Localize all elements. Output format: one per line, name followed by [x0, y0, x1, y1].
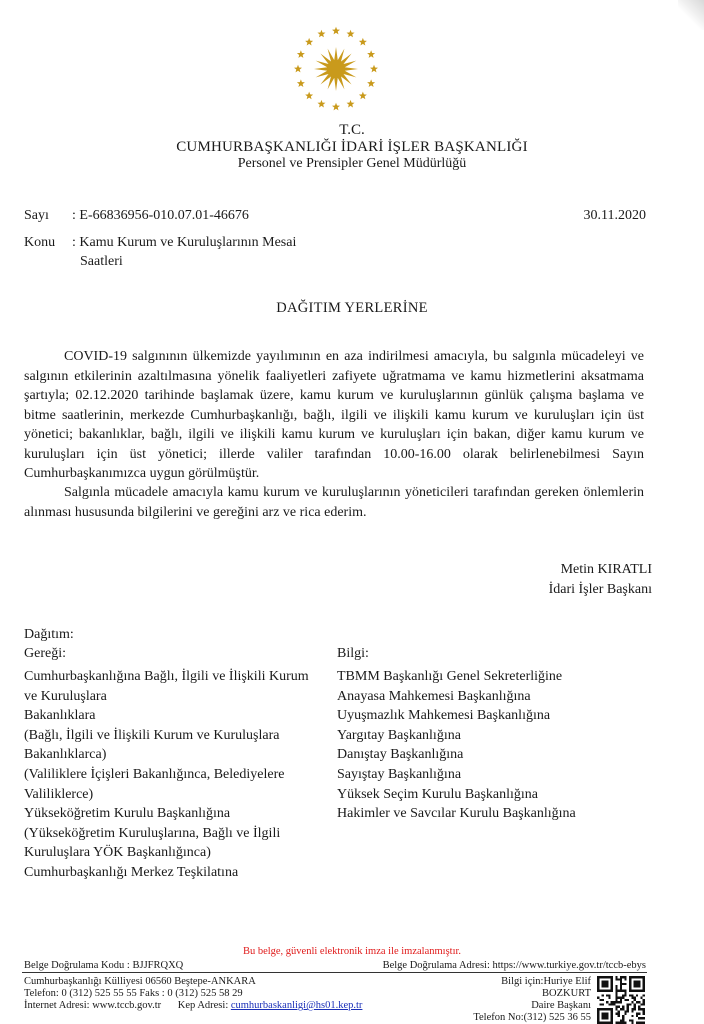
emblem-star — [297, 50, 305, 58]
contact-line-3: Daire Başkanı — [531, 1000, 591, 1011]
emblem-star — [305, 38, 313, 46]
kep-address-link[interactable]: cumhurbaskanligi@hs01.kep.tr — [230, 1000, 363, 1011]
header-department: Personel ve Prensipler Genel Müdürlüğü — [237, 156, 467, 171]
bilgi-label: Bilgi: — [337, 646, 369, 661]
list-item: Sayıştay Başkanlığına — [337, 766, 462, 782]
list-item: Yargıtay Başkanlığına — [337, 727, 461, 743]
list-item: Danıştay Başkanlığına — [337, 747, 464, 763]
emblem-star — [305, 92, 313, 100]
emblem-star — [332, 27, 340, 35]
emblem-star — [332, 103, 340, 111]
sayi-label: Sayı — [24, 208, 49, 223]
emblem-star — [367, 79, 375, 87]
list-item: Cumhurbaşkanlığına Bağlı, İlgili ve İlişkili Kurum — [24, 669, 309, 684]
list-item: (Valiliklere İçişleri Bakanlığınca, Belediyelere — [24, 766, 285, 782]
list-item: Hakimler ve Savcılar Kurulu Başkanlığına — [337, 806, 576, 822]
header-organization: CUMHURBAŞKANLIĞI İDARİ İŞLER BAŞKANLIĞI — [176, 139, 528, 155]
emblem-star — [347, 100, 355, 108]
emblem-star — [347, 30, 355, 38]
list-item: Cumhurbaşkanlığı Merkez Teşkilatına — [24, 864, 239, 880]
signatory-name: Metin KIRATLI — [560, 562, 652, 577]
list-item: TBMM Başkanlığı Genel Sekreterliğine — [337, 669, 563, 684]
page-curl — [678, 0, 704, 30]
footer-divider — [22, 972, 647, 973]
gereg-label: Gereği: — [24, 646, 66, 661]
list-item: ve Kuruluşlara — [24, 688, 107, 704]
addressee-title: DAĞITIM YERLERİNE — [276, 300, 428, 316]
sayi-value: : E-66836956-010.07.01-46676 — [72, 208, 249, 223]
emblem-star — [370, 65, 378, 73]
konu-label: Konu — [24, 235, 56, 250]
esignature-note: Bu belge, güvenli elektronik imza ile imzalanmıştır. — [242, 946, 462, 957]
footer-address: Cumhurbaşkanlığı Külliyesi 06560 Beştepe-ANKARA — [24, 976, 256, 987]
footer-web — [24, 1000, 362, 1012]
contact-line-1: Bilgi için:Huriye Elif — [501, 976, 591, 987]
signatory-title: İdari İşler Başkanı — [548, 582, 652, 597]
list-item: Kuruluşlara YÖK Başkanlığınca) — [24, 845, 211, 861]
emblem-star — [294, 65, 302, 73]
list-item: Yükseköğretim Kurulu Başkanlığına — [24, 806, 231, 822]
header-tc: T.C. — [339, 122, 365, 138]
emblem-star — [317, 30, 325, 38]
bilgi-list — [337, 667, 657, 824]
footer-web-text[interactable]: İnternet Adresi: www.tccb.gov.tr — [24, 1000, 162, 1011]
list-item: Bakanlıklara — [24, 708, 96, 724]
body-paragraph-1: COVID-19 salgınının ülkemizde yayılımının en aza indirilmesi amacıyla, bu salgınla mücadeleyi ve salgının etkilerinin azaltılmasına yönelik faaliyetleri zafiyete uğratmama ve kamu hizmetlerini aksatmama şartıyla; 02.12.2020 tarihinde başlamak üzere, kamu kurum ve kuruluşlarının günlük çalışma başlama ve bitme saatlerinin, merkezde Cumhurbaşkanlığı, bağlı, ilgili ve ilişkili kamu kurum ve kuruluşları için üst yönetici; bakanlıklar, bağlı, ilgili ve ilişkili kamu kurum ve kuruluşları için bakan, diğer kamu kurum ve kuruluşları için üst yönetici; illerde valiler tarafından 10.00-16.00 olarak belirlenebilmesi Sayın Cumhurbaşkanımızca uygun görülmüştür. — [24, 349, 644, 481]
emblem-star — [297, 79, 305, 87]
emblem-star — [367, 50, 375, 58]
emblem-star — [359, 38, 367, 46]
list-item: Anayasa Mahkemesi Başkanlığına — [337, 688, 531, 704]
verification-code: Belge Doğrulama Kodu : BJJFRQXQ — [24, 960, 184, 971]
konu-value-line2: Saatleri — [80, 254, 123, 269]
kep-label: Kep Adresi: — [177, 1000, 229, 1011]
emblem-star — [317, 100, 325, 108]
footer-phone: Telefon: 0 (312) 525 55 55 Faks : 0 (312) 525 58 29 — [24, 988, 243, 999]
contact-line-2: BOZKURT — [542, 988, 591, 999]
list-item: (Bağlı, İlgili ve İlişkili Kurum ve Kuruluşlara — [24, 727, 280, 743]
gereg-list — [24, 667, 329, 883]
body-paragraph-2: Salgınla mücadele amacıyla kamu kurum ve kuruluşlarının yöneticileri tarafından gereken önlemlerin alınması hususunda bilgilerini ve gereğini arz ve rica ederim. — [24, 485, 644, 520]
list-item: Uyuşmazlık Mahkemesi Başkanlığına — [337, 708, 551, 724]
verification-url[interactable]: Belge Doğrulama Adresi: https://www.turkiye.gov.tr/tccb-ebys — [382, 960, 646, 971]
list-item: Yüksek Seçim Kurulu Başkanlığına — [337, 786, 539, 802]
list-item: Bakanlıklarca) — [24, 747, 107, 763]
distribution-label: Dağıtım: — [24, 627, 74, 642]
emblem-sun-core — [328, 61, 344, 77]
contact-line-4: Telefon No:(312) 525 36 55 — [473, 1012, 591, 1023]
presidential-seal-icon — [291, 24, 381, 114]
qr-code-icon[interactable] — [597, 976, 645, 1024]
list-item: Valiliklerce) — [24, 786, 94, 802]
emblem-star — [359, 92, 367, 100]
konu-value-line1: : Kamu Kurum ve Kuruluşlarının Mesai — [72, 235, 297, 250]
list-item: (Yükseköğretim Kuruluşlarına, Bağlı ve İlgili — [24, 825, 281, 841]
document-date: 30.11.2020 — [583, 208, 646, 223]
